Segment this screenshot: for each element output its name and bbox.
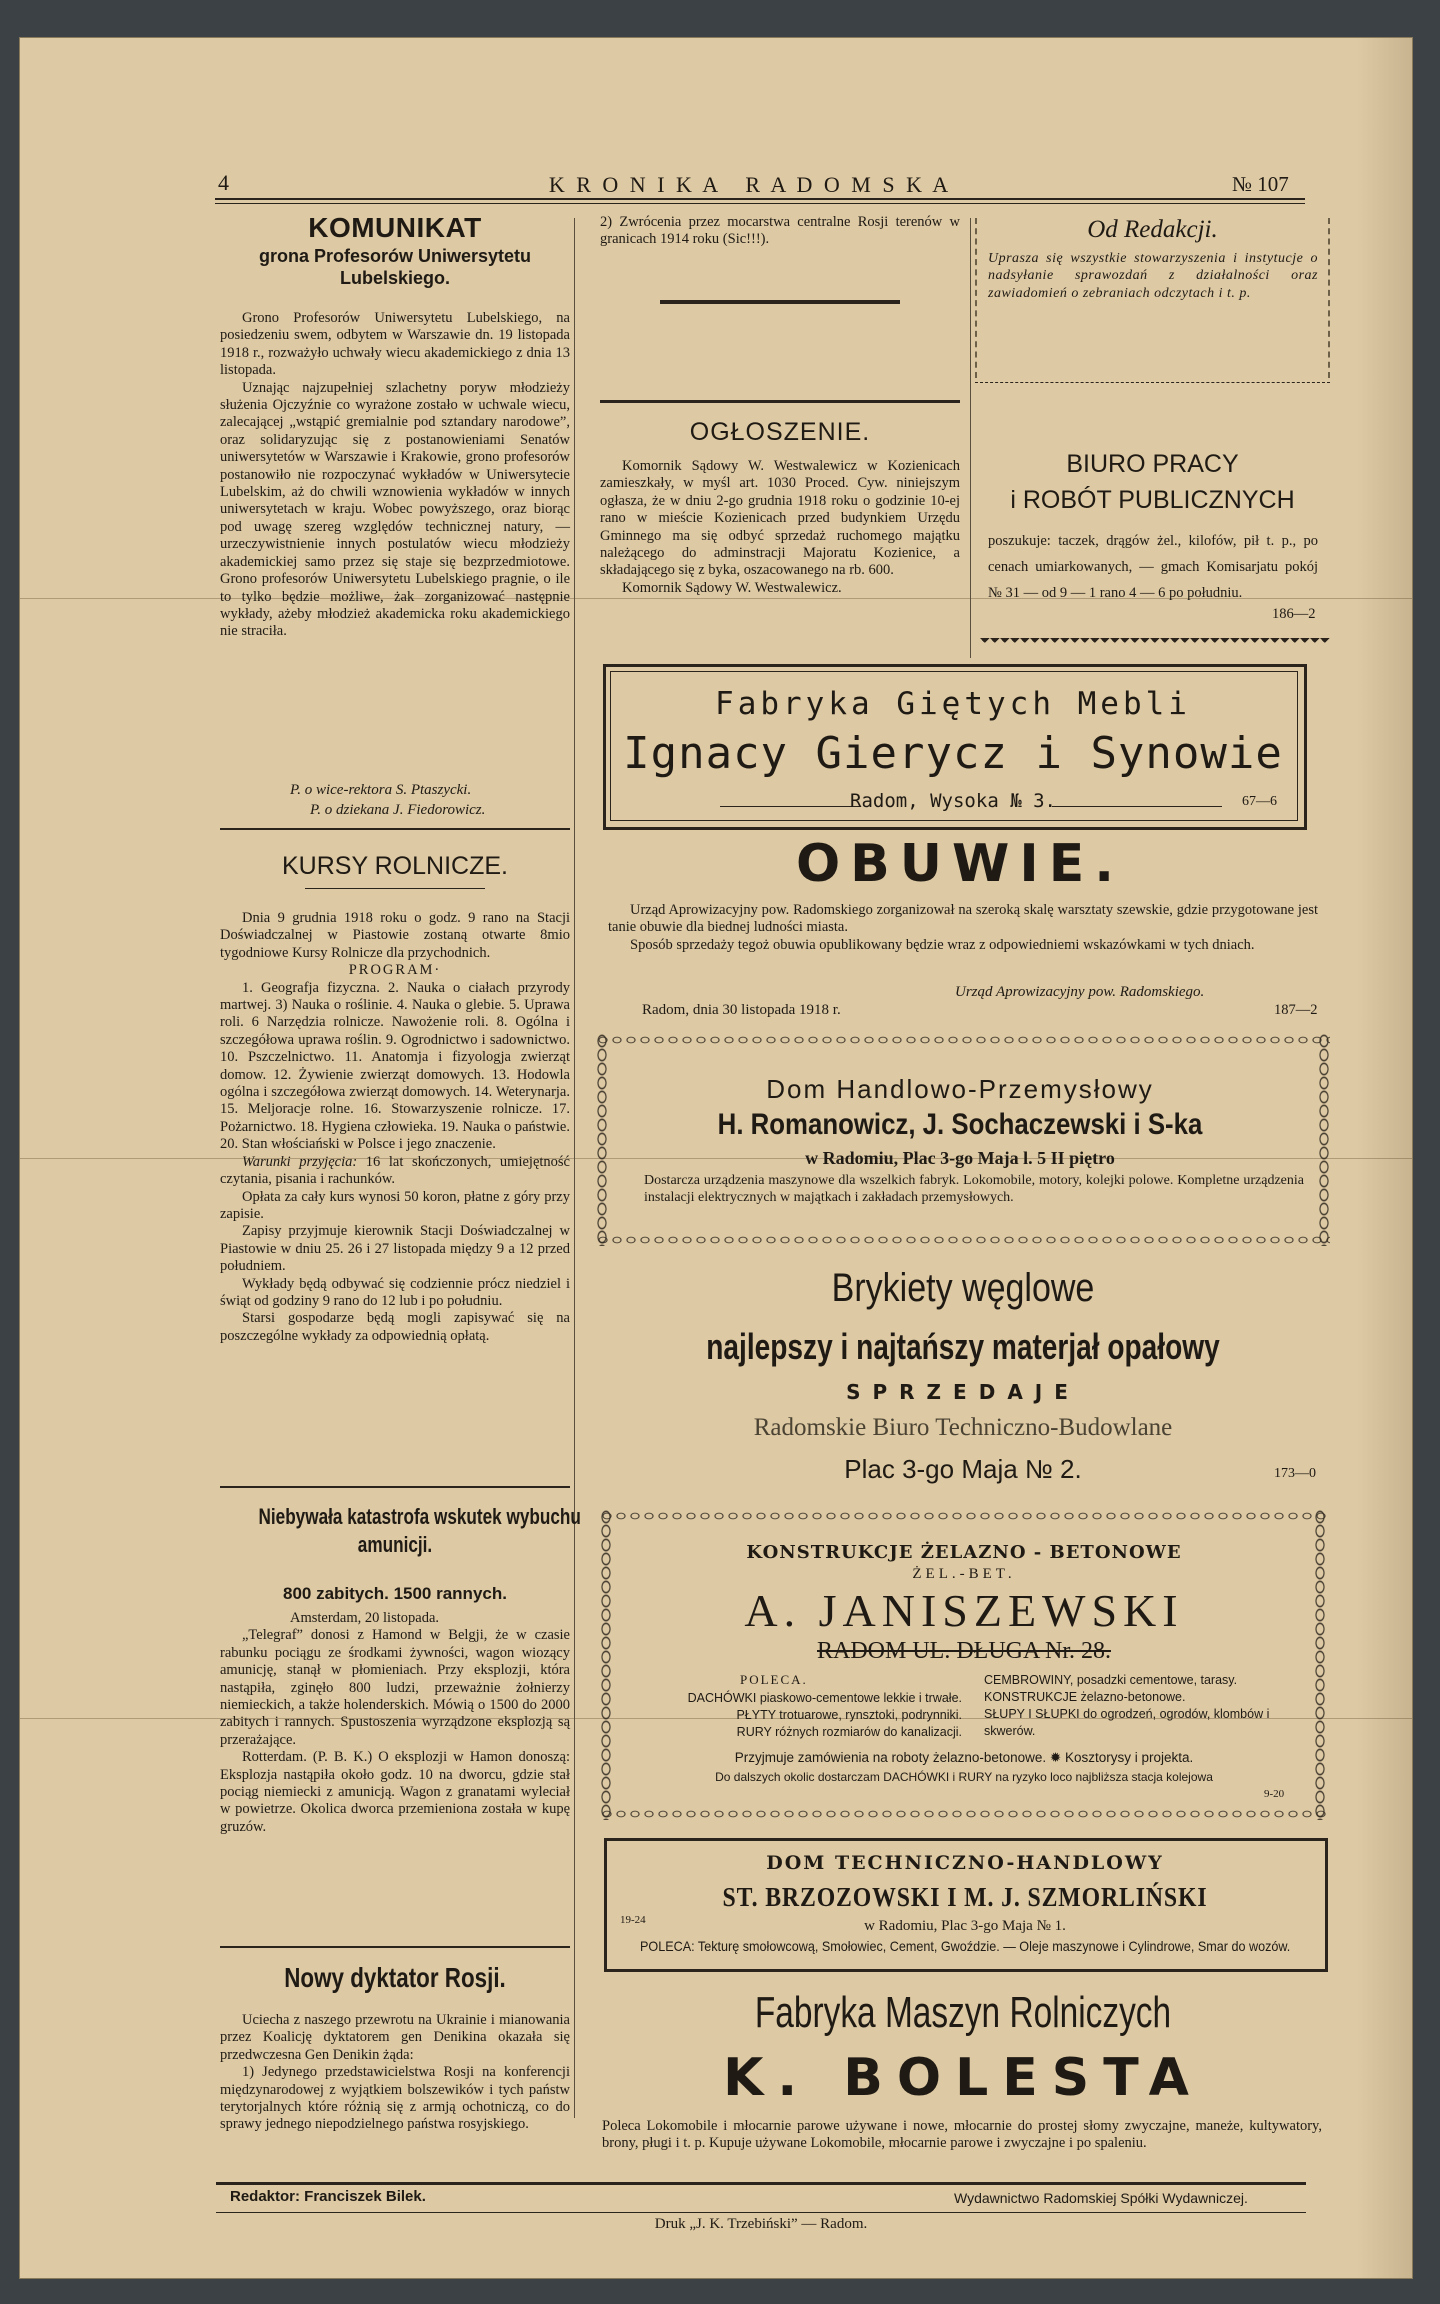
obuwie-title: OBUWIE. (795, 834, 1125, 894)
dom-handlowy-line-3: w Radomiu, Plac 3-go Maja l. 5 II piętro (805, 1148, 1115, 1168)
masthead-rule (215, 198, 1305, 200)
newspaper-page (20, 38, 1412, 2278)
janiszewski-top: KONSTRUKCJE ŻELAZNO - BETONOWE (746, 1542, 1182, 1563)
dom-handlowy-line-2: H. Romanowicz, J. Sochaczewski i S-ka (717, 1108, 1203, 1141)
brykiety-line-5: Plac 3-go Maja № 2. (844, 1454, 1082, 1484)
list-item: CEMBROWINY, posadzki cementowe, tarasy. (984, 1673, 1238, 1687)
footer-printer: Druk „J. K. Trzebiński” — Radom. (654, 2216, 868, 2232)
brzozowski-name: ST. BRZOZOWSKI I M. J. SZMORLIŃSKI (722, 1882, 1208, 1912)
biuro-title: BIURO PRACY (1066, 450, 1239, 478)
ornament-border (980, 638, 1330, 648)
signature: Komornik Sądowy W. Westwalewicz. (622, 579, 842, 596)
ad-reference: 9-20 (1264, 1788, 1285, 1800)
ornament-border (600, 1808, 1326, 1820)
dateline: Amsterdam, 20 listopada. (290, 1610, 440, 1626)
signature: P. o dziekana J. Fiedorowicz. (310, 802, 486, 818)
komunikat-body (220, 310, 570, 641)
dom-handlowy-body: Dostarcza urządzenia maszynowe dla wszelkich fabryk. Lokomobile, motory, kolejki polowe. Kompletne urządzenia instalacji elektrycznych w majątkach i zakładach przemysłowych. (644, 1173, 1304, 1206)
dom-handlowy-line-1: Dom Handlowo-Przemysłowy (766, 1074, 1154, 1104)
janiszewski-address: RADOM UL. DŁUGA Nr. 28. (817, 1638, 1111, 1664)
paragraph: Opłata za cały kurs wynosi 50 koron, płatne z góry przy zapisie. (220, 1188, 570, 1222)
janiszewski-right-list (984, 1672, 1300, 1740)
dyktator-continued (600, 214, 960, 249)
box-border (975, 382, 1330, 383)
obuwie-body (608, 902, 1318, 954)
kursy-title: KURSY ROLNICZE. (282, 852, 508, 880)
bolesta-line-1: Fabryka Maszyn Rolniczych (754, 1988, 1172, 2037)
box-border (1328, 218, 1330, 378)
paragraph: Starsi gospodarze będą mogli zapisywać się na poszczególne wykłady za odpowiednią opłatą. (220, 1310, 570, 1344)
ad-reference: 19-24 (620, 1914, 646, 1926)
komunikat-subtitle: Lubelskiego. (339, 268, 451, 288)
brykiety-line-3: SPRZEDAJE (846, 1380, 1080, 1404)
list-item: RURY różnych rozmiarów do kanalizacji. (736, 1725, 962, 1739)
paragraph: Urząd Aprowizacyjny pow. Radomskiego zorganizował na szeroką skalę warsztaty szewskie, gdzie przygotowane jest tanie obuwie dla biednej ludności miasta. (608, 902, 1318, 936)
ornament-border (600, 1510, 1326, 1522)
meble-line-1: Fabryka Giętych Mebli (715, 686, 1191, 722)
issue-number: № 107 (1232, 172, 1289, 196)
footer-rule (216, 2182, 1306, 2185)
janiszewski-name: A. JANISZEWSKI (744, 1585, 1184, 1636)
dyktator-title: Nowy dyktator Rosji. (284, 1962, 506, 1993)
paragraph: Sposób sprzedaży tegoż obuwia opublikowany będzie wraz z odpowiedniemi wskazówkami w tych dniach. (630, 936, 1255, 953)
ornament-border (1314, 1510, 1326, 1820)
paragraph: Wykłady będą odbywać się codziennie prócz niedziel i świąt od godziny 9 rano do 12 lub i po południu. (220, 1275, 570, 1309)
brykiety-line-2: najlepszy i najtańszy materjał opałowy (706, 1326, 1220, 1367)
janiszewski-poleca: POLECA. (740, 1672, 808, 1687)
paragraph: Komornik Sądowy W. Westwalewicz w Kozienicach zamieszkały, w myśl art. 1030 Proced. Cyw. niniejszym ogłasza, że w dniu 2-go grudnia 1918 roku o godzinie 10-ej rano w mieście Kozienicach przed budynkiem Urzędu Gminnego ma się odbyć sprzedaż ruchomego majątku należącego do adminstracji Majoratu Kozienice, a składającego się z byka, oszacowanego na rb. 600. (600, 458, 960, 579)
section-rule (600, 400, 960, 403)
section-rule (660, 300, 900, 304)
paragraph: Zapisy przyjmuje kierownik Stacji Doświadczalnej w Piastowie w dniu 25. 26 i 27 listopada między 9 a 12 przed południem. (220, 1223, 570, 1275)
warunki-label: Warunki przyjęcia: (242, 1153, 358, 1170)
program-list: 1. Geografja fizyczna. 2. Nauka o ciałach przyrody martwej. 3) Nauka o roślinie. 4. Nauka o glebie. 5. Uprawa roli. 6 Narzędzia rolnicze. Nawożenie roli. 8. Ogólna i szczegółowa uprawa roślin. 9. Ogrodnictwo i sadownictwo. 10. Pszczelnictwo. 11. Anatomja i fizyologja zwierząt domow. 12. Żywienie zwierząt domowych. 13. Hodowla ogólna i szczegółowa zwierząt domowych. 14. Weterynarja. 15. Meljoracje rolne. 16. Stowarzyszenie rolnicze. 17. Pożarnictwo. 18. Hygiena człowieka. 19. Nauka o państwie. 20. Stan włościański w Polsce i jego znaczenie. (220, 979, 570, 1153)
brzozowski-top: DOM TECHNICZNO-HANDLOWY (766, 1852, 1164, 1874)
section-rule (220, 828, 570, 830)
chain-border (596, 1034, 1330, 1046)
katastrofa-subtitle: 800 zabitych. 1500 rannych. (283, 1584, 507, 1603)
paragraph: 1) Jedynego przedstawicielstwa Rosji na konferencji międzynarodowej z wyjątkiem bolszewików i tych państw terytorjalnych które różnią się z armją ochotniczą, co do sprawy jednego niepodzielnego państwa rosyjskiego. (220, 2064, 570, 2133)
footer-editor: Redaktor: Franciszek Bilek. (230, 2188, 426, 2205)
obuwie-date: Radom, dnia 30 listopada 1918 r. (642, 1002, 841, 1018)
brzozowski-poleca: POLECA: Tekturę smołowcową, Smołowiec, Cement, Gwoździe. — Oleje maszynowe i Cylindrowe, Smar do wozów. (640, 1938, 1291, 1954)
masthead-title: K R O N I K A R A D O M S K A (548, 172, 952, 197)
paragraph: Uciecha z naszego przewrotu na Ukrainie i mianowania przez Koalicję dyktatorem gen Denikina okazała się przedwczesna Gen Denikin żąda: (220, 2012, 570, 2063)
katastrofa-body (220, 1610, 570, 1836)
ad-reference: 186—2 (1272, 606, 1316, 622)
ad-reference: 173—0 (1274, 1466, 1316, 1481)
katastrofa-title: Niebywała katastrofa wskutek wybuchu (258, 1504, 581, 1529)
masthead-rule (215, 203, 1305, 204)
program-heading: PROGRAM· (348, 962, 442, 979)
footer-rule (216, 2212, 1306, 2213)
chain-border (596, 1234, 1330, 1246)
kursy-body (220, 910, 570, 1345)
paragraph: Dnia 9 grudnia 1918 roku o godz. 9 rano na Stacji Doświadczalnej w Piastowie zostaną otwarte 8mio tygodniowe Kursy Rolnicze dla przychodnich. (220, 910, 570, 961)
brykiety-line-4: Radomskie Biuro Techniczno-Budowlane (753, 1414, 1173, 1441)
janiszewski-line-a: Przyjmuje zamówienia na roboty żelazno-betonowe. ✹ Kosztorysy i projekta. (734, 1750, 1194, 1765)
meble-address: Radom, Wysoka № 3. (850, 790, 1056, 812)
komunikat-subtitle: grona Profesorów Uniwersytetu (258, 246, 532, 266)
ogloszenie-body (600, 458, 960, 597)
section-rule (220, 1946, 570, 1948)
page-number: 4 (218, 170, 229, 195)
title-underline (305, 888, 485, 889)
warunki-text: 16 lat skończonych, umiejętność czytania, pisania i rachunków. (220, 1153, 570, 1188)
janiszewski-left-list (632, 1690, 962, 1741)
redakcja-title: Od Redakcji. (1087, 216, 1218, 243)
signature: Urząd Aprowizacyjny pow. Radomskiego. (955, 984, 1205, 1000)
paragraph: Grono Profesorów Uniwersytetu Lubelskiego, na posiedzeniu swem, odbytem w Warszawie dn. 19 listopada 1918 r., rozważyło uchwały wiecu akademickiego z dnia 13 listopada. (220, 310, 570, 379)
section-rule (220, 1486, 570, 1488)
list-item: SŁUPY I SŁUPKI do ogrodzeń, ogrodów, klombów i skwerów. (984, 1707, 1270, 1738)
katastrofa-title: amunicji. (357, 1532, 433, 1557)
komunikat-title: KOMUNIKAT (308, 212, 482, 243)
column-divider (970, 218, 971, 658)
ogloszenie-title: OGŁOSZENIE. (689, 418, 871, 446)
bolesta-line-2: K. BOLESTA (723, 2048, 1203, 2108)
ad-reference: 187—2 (1274, 1002, 1318, 1018)
paragraph: Uznając najzupełniej szlachetny poryw młodzieży służenia Ojczyźnie co wyrażone zostało w uchwale wiecu, zalecającej „wstąpić gremialnie pod sztandary narodowe”, oraz solidaryzując się z postanowieniami Senatów uniwersytetów w Warszawie i Krakowie, grono profesorów postanowiło nie rozpoczynać wykładów w Uniwersytecie Lubelskim, aż do chwili wznowienia wykładów w innych uniwersytetach w kraju. Wobec powyższego, oraz biorąc pod uwagę szereg względów technicznej natury, — urzeczywistnienie innych postulatów wiecu młodzieży akademickiej samo przez się staje się bezprzedmiotowe. Grono profesorów Uniwersytetu Lubelskiego pragnie, o ile to tylko będzie możliwe, żak zorganizować następnie wykłady, ażeby młodzież akademicka roku akademickiego nie straciła. (220, 379, 570, 640)
footer-publisher: Wydawnictwo Radomskiej Spółki Wydawniczej. (954, 2190, 1248, 2206)
chain-border (1318, 1034, 1330, 1246)
paragraph: 2) Zwrócenia przez mocarstwa centralne Rosji terenów w granicach 1914 roku (Sic!!!). (600, 214, 960, 248)
list-item: DACHÓWKI piaskowo-cementowe lekkie i trwałe. (687, 1691, 962, 1705)
column-divider (574, 218, 575, 2118)
biuro-body: poszukuje: taczek, drągów żel., kilofów, pił t. p., po cenach umiarkowanych, — gmach Komisarjatu pokój № 31 — od 9 — 1 rano 4 — 6 po południu. (988, 533, 1318, 601)
bolesta-body: Poleca Lokomobile i młocarnie parowe używane i nowe, młocarnie do prostej słomy zwyczajne, maneże, kultywatory, brony, pługi i t. p. Kupuje używane Lokomobile, młocarnie parowe i zwyczajne i po spaleniu. (602, 2118, 1322, 2152)
signature: P. o wice-rektora S. Ptaszycki. (290, 782, 472, 798)
biuro-title: i ROBÓT PUBLICZNYCH (1010, 486, 1295, 514)
brzozowski-address: w Radomiu, Plac 3-go Maja № 1. (864, 1918, 1066, 1934)
paragraph: Rotterdam. (P. B. K.) O eksplozji w Hamon donoszą: Eksplozja nastąpiła około godz. 10 na dworcu, gdzie stał pociąg niemiecki z amunicją. Wagon z granatami wyleciał w powietrze. Okolica dworca przemieniona została w kupę gruzów. (220, 1749, 570, 1835)
redakcja-body: Uprasza się wszystkie stowarzyszenia i instytucje o nadsyłanie sprawozdań z działalności oraz zawiadomień o zebraniach odczytach i t. p. (988, 251, 1318, 301)
decor-line (1052, 806, 1222, 807)
paragraph (220, 1154, 570, 1189)
list-item: PŁYTY trotuarowe, rynsztoki, podrynniki. (736, 1708, 962, 1722)
chain-border (596, 1034, 608, 1246)
meble-line-2: Ignacy Gierycz i Synowie (623, 728, 1283, 779)
brykiety-line-1: Brykiety węglowe (831, 1266, 1095, 1310)
list-item: KONSTRUKCJE żelazno-betonowe. (984, 1690, 1186, 1704)
dyktator-body (220, 2012, 570, 2134)
janiszewski-sub: ŻEL.-BET. (912, 1566, 1016, 1582)
ornament-border (600, 1510, 612, 1820)
ad-reference: 67—6 (1242, 794, 1277, 809)
janiszewski-line-b: Do dalszych okolic dostarczam DACHÓWKI i RURY na ryzyko loco najbliższa stacja kolejowa (715, 1770, 1213, 1784)
box-border (975, 218, 977, 378)
paragraph: „Telegraf” donosi z Hamond w Belgji, że w czasie rabunku pociągu ze środkami żywności, wagon wiozący amunicję, stanął w płomieniach. Przy eksplozji, która nastąpiła, zginęło 800 ludzi, przeważnie żołnierzy niemieckich, a także holenderskich. Mówią o 1500 do 2000 zabitych i rannych. Spustoszenia wyrządzone eksplozją są przerażające. (220, 1627, 570, 1748)
